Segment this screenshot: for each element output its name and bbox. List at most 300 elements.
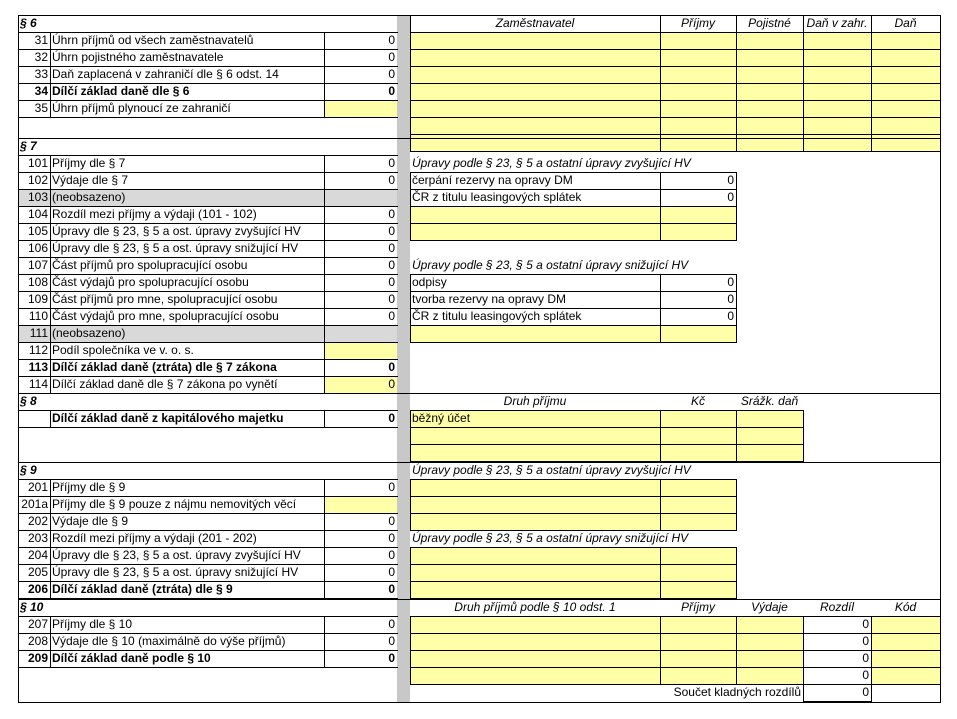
employer-table-input[interactable] [410, 83, 660, 100]
grid-line [410, 427, 804, 428]
row-label: Příjmy dle § 7 [52, 156, 126, 170]
grid-line [736, 15, 737, 152]
capital-income-input[interactable] [736, 410, 803, 427]
s10-table-input[interactable] [410, 667, 660, 684]
adjustment-input[interactable] [410, 223, 660, 240]
grid-line [324, 32, 325, 118]
grid-line [660, 547, 661, 599]
row-number: 33 [34, 67, 48, 81]
row-value: 0 [388, 548, 395, 562]
grid-line [18, 291, 398, 292]
grid-line [18, 172, 398, 173]
adjustment-input[interactable] [660, 564, 736, 581]
difference-value: 0 [862, 617, 869, 631]
capital-income-input[interactable] [736, 444, 803, 461]
adjustment-input[interactable] [410, 581, 660, 598]
row-value: 0 [388, 514, 395, 528]
grid-line [410, 479, 411, 531]
row-value: 0 [388, 173, 395, 187]
row-number: 209 [27, 651, 48, 665]
row-number: 106 [27, 241, 48, 255]
grid-line [18, 274, 398, 275]
row-value [324, 189, 397, 206]
employer-table-input[interactable] [410, 100, 660, 117]
employer-table-input[interactable] [803, 66, 871, 83]
s10-table-input[interactable] [410, 616, 660, 633]
employer-table-input[interactable] [410, 134, 660, 151]
row-value: 0 [388, 292, 395, 306]
s10-table-input[interactable] [871, 650, 940, 667]
row-label: Dílčí základ daně podle § 10 [52, 651, 211, 665]
row-number: 34 [34, 84, 48, 98]
grid-line [410, 83, 941, 84]
grid-line [736, 172, 737, 241]
capital-income-input[interactable] [736, 427, 803, 444]
grid-line [18, 376, 398, 377]
adjustment-label: odpisy [412, 275, 447, 289]
grid-line [660, 274, 661, 343]
adjustment-label: tvorba rezervy na opravy DM [412, 292, 567, 306]
grid-line [18, 479, 398, 480]
s10-table-input[interactable] [871, 667, 940, 684]
grid-line [660, 410, 661, 462]
row-value [324, 325, 397, 342]
row-number: 205 [27, 565, 48, 579]
grid-line [871, 684, 872, 702]
row-value: 0 [388, 480, 395, 494]
adjustment-input[interactable] [660, 496, 736, 513]
capital-income-input[interactable] [660, 444, 736, 461]
row-value: 0 [388, 651, 395, 665]
row-label: Dílčí základ daně (ztráta) dle § 7 zákona [52, 360, 277, 374]
grid-line [324, 479, 325, 599]
row-number: 203 [27, 531, 48, 545]
capital-income-input[interactable] [660, 410, 736, 427]
grid-line [660, 479, 661, 531]
row-number: 201 [27, 480, 48, 494]
employer-table-input[interactable] [736, 100, 803, 117]
grid-line [324, 410, 325, 428]
employer-table-input[interactable] [871, 134, 940, 151]
s10-table-input[interactable] [660, 650, 736, 667]
row-label: Úhrn příjmů od všech zaměstnavatelů [52, 33, 254, 47]
grid-line [410, 189, 737, 190]
employer-table-header: Zaměstnavatel [495, 16, 575, 30]
row-number: 114 [28, 377, 48, 391]
row-value: 0 [388, 33, 395, 47]
grid-line [18, 513, 398, 514]
row-number: 113 [28, 360, 48, 374]
grid-line [18, 257, 398, 258]
employer-table-input[interactable] [871, 32, 940, 49]
grid-line [410, 513, 737, 514]
row-number: 31 [34, 33, 48, 47]
grid-line [410, 342, 737, 343]
employer-table-input[interactable] [736, 117, 803, 134]
grid-line [18, 206, 398, 207]
adjustment-input[interactable] [410, 206, 660, 223]
adjustment-input[interactable] [660, 223, 736, 240]
grid-line [18, 462, 941, 463]
row-value: 0 [388, 275, 395, 289]
grid-line [736, 274, 737, 343]
row-number: 110 [28, 309, 48, 323]
employer-table-header: Příjmy [681, 16, 715, 30]
grid-line [410, 100, 941, 101]
grid-line [410, 291, 737, 292]
grid-line [18, 564, 398, 565]
employer-table-input[interactable] [871, 100, 940, 117]
grid-line [18, 15, 19, 703]
section-heading-s8: § 8 [20, 394, 37, 408]
adjustment-value: 0 [727, 190, 734, 204]
grid-line [18, 66, 398, 67]
grid-line [660, 172, 661, 241]
capital-income-header: Srážk. daň [740, 394, 799, 408]
row-label: Část výdajů pro mne, spolupracující osobu [52, 309, 279, 323]
row-label: (neobsazeno) [50, 325, 324, 342]
row-value[interactable]: 0 [324, 376, 397, 393]
capital-income-input[interactable]: běžný účet [410, 410, 660, 427]
row-value: 0 [388, 50, 395, 64]
grid-line [410, 564, 737, 565]
row-number: 105 [27, 224, 48, 238]
grid-line [410, 616, 411, 685]
row-value: 0 [388, 207, 395, 221]
adjustment-input[interactable] [410, 547, 660, 564]
employer-table-header: Daň v zahr. [806, 16, 868, 30]
grid-line [736, 547, 737, 599]
employer-table-input[interactable] [736, 66, 803, 83]
grid-line [410, 151, 941, 152]
grid-line [18, 83, 398, 84]
s10-table-input[interactable] [660, 616, 736, 633]
s10-table-input[interactable] [660, 633, 736, 650]
row-number: 102 [27, 173, 48, 187]
employer-table-input[interactable] [660, 83, 736, 100]
row-label: Výdaje dle § 7 [52, 173, 129, 187]
grid-line [803, 616, 804, 685]
row-number: 109 [27, 292, 48, 306]
grid-line [18, 308, 398, 309]
employer-table-input[interactable] [660, 32, 736, 49]
row-value: 0 [388, 84, 395, 98]
difference-value: 0 [862, 668, 869, 682]
grid-line [410, 496, 737, 497]
capital-income-header: Druh příjmu [503, 394, 567, 408]
grid-line [18, 325, 398, 326]
grid-line [410, 616, 941, 617]
grid-line [736, 616, 737, 685]
row-label: Daň zaplacená v zahraničí dle § 6 odst. 14 [52, 67, 279, 81]
row-label: Výdaje dle § 9 [52, 514, 129, 528]
s10-table-header: Kód [894, 600, 917, 614]
grid-line [803, 684, 804, 702]
positive-differences-sum-label: Součet kladných rozdílů [673, 685, 801, 699]
grid-line [803, 15, 804, 152]
adjustments-up-title: Úpravy podle § 23, § 5 a ostatní úpravy zvyšující HV [412, 463, 691, 477]
grid-line [410, 15, 411, 152]
grid-line [410, 650, 941, 651]
row-label: Výdaje dle § 10 (maximálně do výše příjmů) [52, 634, 286, 648]
difference-value: 0 [862, 634, 869, 648]
grid-line [18, 530, 398, 531]
grid-line [18, 138, 941, 139]
s10-table-header: Rozdíl [819, 600, 854, 614]
adjustment-input[interactable] [410, 513, 660, 530]
grid-line [18, 100, 398, 101]
row-label: Dílčí základ daně (ztráta) dle § 9 [52, 582, 233, 596]
grid-line [410, 479, 737, 480]
grid-line [18, 581, 398, 582]
s10-table-input[interactable] [660, 667, 736, 684]
row-value[interactable] [324, 342, 397, 359]
s10-table-input[interactable] [736, 633, 803, 650]
row-label: Podíl společníka ve v. o. s. [52, 343, 194, 357]
row-label: Dílčí základ daně dle § 7 zákona po vynětí [52, 377, 278, 391]
grid-line [410, 172, 411, 241]
row-value[interactable] [324, 100, 397, 117]
row-number: 207 [27, 617, 48, 631]
grid-line [410, 410, 411, 462]
grid-line [18, 547, 398, 548]
row-value: 0 [388, 224, 395, 238]
employer-table-input[interactable] [660, 100, 736, 117]
grid-line [410, 581, 737, 582]
grid-line [18, 427, 398, 428]
grid-line [324, 616, 325, 668]
row-label: Příjmy dle § 9 [52, 480, 126, 494]
employer-table-input[interactable] [736, 134, 803, 151]
section-heading-s10: § 10 [20, 600, 44, 614]
s10-table-input[interactable] [736, 650, 803, 667]
row-number: 35 [34, 101, 48, 115]
grid-line [410, 32, 941, 33]
adjustment-label: ČR z titulu leasingových splátek [412, 309, 582, 323]
grid-line [410, 134, 941, 135]
adjustment-input[interactable] [660, 547, 736, 564]
employer-table-input[interactable] [410, 32, 660, 49]
employer-table-input[interactable] [803, 100, 871, 117]
adjustments-up-title: Úpravy podle § 23, § 5 a ostatní úpravy zvyšující HV [412, 156, 691, 170]
capital-income-input[interactable] [410, 427, 660, 444]
row-number: 208 [27, 634, 48, 648]
grid-line [18, 702, 941, 703]
grid-line [410, 325, 737, 326]
row-label: Úhrn příjmů plynoucí ze zahraničí [52, 101, 231, 115]
adjustment-input[interactable] [660, 513, 736, 530]
adjustment-input[interactable] [660, 479, 736, 496]
grid-line [50, 155, 51, 394]
grid-line [18, 496, 398, 497]
employer-table-input[interactable] [803, 134, 871, 151]
capital-income-input[interactable] [410, 444, 660, 461]
grid-line [410, 240, 737, 241]
s10-table-header: Druh příjmů podle § 10 odst. 1 [454, 600, 616, 614]
row-number: 104 [27, 207, 48, 221]
capital-income-input[interactable] [660, 427, 736, 444]
grid-line [410, 410, 804, 411]
employer-table-input[interactable] [871, 117, 940, 134]
grid-line [410, 684, 941, 685]
capital-income-header: Kč [690, 394, 705, 408]
row-value: 0 [388, 582, 395, 596]
row-number: 32 [34, 50, 48, 64]
row-label: Rozdíl mezi příjmy a výdaji (201 - 202) [52, 531, 257, 545]
adjustment-value: 0 [727, 275, 734, 289]
employer-table-input[interactable] [871, 66, 940, 83]
grid-line [410, 633, 941, 634]
employer-table-input[interactable] [660, 117, 736, 134]
grid-line [50, 479, 51, 599]
s10-table-input[interactable] [736, 616, 803, 633]
grid-line [871, 616, 872, 685]
row-number: 103 [18, 189, 50, 206]
grid-line [18, 633, 398, 634]
grid-line [410, 172, 737, 173]
grid-line [18, 393, 941, 394]
employer-table-input[interactable] [736, 83, 803, 100]
employer-table-header: Daň [894, 16, 917, 30]
row-value: 0 [388, 565, 395, 579]
grid-line [18, 616, 398, 617]
grid-line [18, 49, 398, 50]
grid-line [18, 15, 941, 16]
grid-line [803, 410, 804, 462]
row-label: Část příjmů pro spolupracující osobu [52, 258, 248, 272]
grid-line [410, 274, 411, 343]
grid-line [410, 308, 737, 309]
adjustment-input[interactable] [410, 325, 660, 342]
grid-line [18, 599, 941, 600]
row-label: Úpravy dle § 23, § 5 a ost. úpravy snižující HV [52, 241, 299, 255]
grid-line [18, 32, 398, 33]
adjustment-value: 0 [727, 309, 734, 323]
grid-line [871, 15, 872, 152]
adjustment-input[interactable] [660, 581, 736, 598]
adjustment-input[interactable] [660, 206, 736, 223]
employer-table-input[interactable] [736, 32, 803, 49]
adjustment-label: čerpání rezervy na opravy DM [412, 173, 573, 187]
row-number: 202 [27, 514, 48, 528]
adjustment-input[interactable] [660, 325, 736, 342]
employer-table-input[interactable] [660, 49, 736, 66]
grid-line [410, 274, 737, 275]
row-number: 204 [27, 548, 48, 562]
row-value[interactable] [324, 496, 397, 513]
grid-line [18, 117, 398, 118]
employer-table-input[interactable] [803, 83, 871, 100]
row-label: Dílčí základ daně dle § 6 [52, 84, 190, 98]
employer-table-input[interactable] [410, 49, 660, 66]
grid-line [736, 479, 737, 531]
row-value: 0 [388, 411, 395, 425]
grid-line [18, 189, 398, 190]
grid-line [324, 155, 325, 394]
adjustment-label: ČR z titulu leasingových splátek [412, 190, 582, 204]
grid-line [18, 667, 398, 668]
grid-line [940, 15, 941, 703]
grid-line [18, 359, 398, 360]
adjustments-down-title: Úpravy podle § 23, § 5 a ostatní úpravy snižující HV [412, 258, 689, 272]
row-label: Rozdíl mezi příjmy a výdaji (101 - 102) [52, 207, 257, 221]
employer-table-input[interactable] [871, 49, 940, 66]
row-number: 201a [21, 497, 48, 511]
row-value: 0 [388, 156, 395, 170]
employer-table-input[interactable] [803, 49, 871, 66]
adjustment-input[interactable] [410, 496, 660, 513]
row-value: 0 [388, 531, 395, 545]
row-number: 206 [27, 582, 48, 596]
row-value: 0 [388, 258, 395, 272]
grid-line [410, 547, 411, 599]
employer-table-input[interactable] [803, 117, 871, 134]
s10-table-input[interactable] [410, 650, 660, 667]
row-label: Dílčí základ daně z kapitálového majetku [52, 411, 284, 425]
row-label: Část příjmů pro mne, spolupracující osobu [52, 292, 278, 306]
employer-table-input[interactable] [660, 66, 736, 83]
row-value: 0 [388, 241, 395, 255]
grid-line [660, 616, 661, 685]
row-number: 112 [28, 343, 48, 357]
grid-line [660, 15, 661, 152]
row-label: Úpravy dle § 23, § 5 a ost. úpravy zvyšující HV [52, 548, 301, 562]
section-heading-s7: § 7 [20, 139, 37, 153]
grid-line [50, 32, 51, 118]
s10-table-input[interactable] [736, 667, 803, 684]
s10-table-input[interactable] [410, 633, 660, 650]
grid-line [736, 410, 737, 462]
adjustment-input[interactable] [410, 479, 660, 496]
row-value: 0 [388, 309, 395, 323]
employer-table-input[interactable] [410, 117, 660, 134]
grid-line [18, 240, 398, 241]
employer-table-input[interactable] [660, 134, 736, 151]
row-label: Úpravy dle § 23, § 5 a ost. úpravy zvyšující HV [52, 224, 301, 238]
row-label: Příjmy dle § 9 pouze z nájmu nemovitých věcí [52, 497, 297, 511]
adjustment-input[interactable] [410, 564, 660, 581]
s10-table-input[interactable] [871, 633, 940, 650]
employer-table-input[interactable] [736, 49, 803, 66]
row-label: Příjmy dle § 10 [52, 617, 133, 631]
grid-line [410, 547, 737, 548]
positive-differences-sum-value: 0 [862, 685, 869, 699]
row-label: Úpravy dle § 23, § 5 a ost. úpravy snižující HV [52, 565, 299, 579]
section-heading-s6: § 6 [20, 16, 37, 30]
employer-table-input[interactable] [410, 66, 660, 83]
grid-line [18, 223, 398, 224]
grid-line [410, 206, 737, 207]
grid-line [50, 410, 51, 428]
employer-table-input[interactable] [871, 83, 940, 100]
grid-line [410, 223, 737, 224]
grid-line [18, 155, 398, 156]
adjustment-value: 0 [727, 173, 734, 187]
row-number: 101 [27, 156, 48, 170]
s10-table-header: Výdaje [751, 600, 788, 614]
grid-line [410, 49, 941, 50]
row-number: 111 [18, 325, 50, 342]
employer-table-input[interactable] [803, 32, 871, 49]
employer-table-header: Pojistné [748, 16, 791, 30]
s10-table-input[interactable] [871, 616, 940, 633]
grid-line [18, 650, 398, 651]
s10-table-header: Příjmy [681, 600, 715, 614]
grid-line [18, 342, 398, 343]
grid-line [410, 667, 941, 668]
row-value: 0 [388, 634, 395, 648]
grid-line [410, 444, 804, 445]
